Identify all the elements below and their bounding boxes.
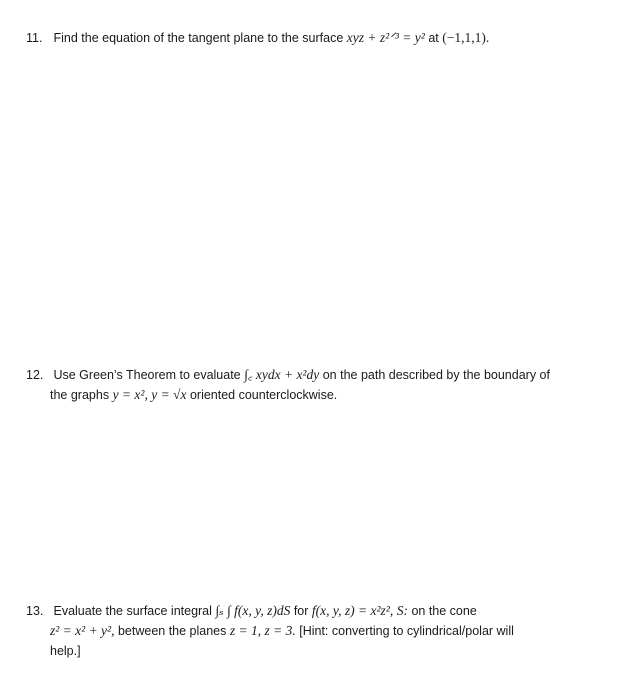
planes: z = 1, z = 3. — [229, 623, 296, 638]
problem-text: between the planes — [117, 624, 227, 638]
problem-number: 13. — [26, 604, 44, 618]
problem-12 — [26, 365, 616, 405]
problem-text: the graphs — [50, 388, 110, 402]
line-integral: ∫꜀ xydx + x²dy — [244, 367, 320, 382]
problem-12-line-1 — [26, 365, 616, 385]
function: f(x, y, z) = x²z², — [311, 603, 394, 618]
surface-integral: ∫ₛ ∫ f(x, y, z)dS — [215, 603, 291, 618]
problem-13 — [26, 601, 616, 661]
problem-12-line-2 — [26, 385, 616, 405]
problem-13-line-1 — [26, 601, 616, 621]
problem-text: at — [428, 31, 439, 45]
problem-text: Find the equation of the tangent plane to the surface — [53, 31, 344, 45]
problem-text: Use Green’s Theorem to evaluate — [53, 368, 241, 382]
problem-text: for — [293, 604, 309, 618]
problem-number: 12. — [26, 368, 44, 382]
surface-equation: xyz + z²ᐟ³ = y² — [346, 30, 425, 45]
problem-text: oriented counterclockwise. — [189, 388, 338, 402]
point: (−1,1,1). — [442, 30, 490, 45]
curves: y = x², y = √x — [112, 387, 187, 402]
cone-equation: z² = x² + y², — [50, 623, 115, 638]
problem-11-line-1 — [26, 28, 616, 48]
problem-11 — [26, 28, 616, 48]
problem-13-line-3 — [26, 641, 616, 661]
problem-text: Evaluate the surface integral — [53, 604, 212, 618]
problem-number: 11. — [26, 31, 43, 45]
problem-text: on the cone — [411, 604, 477, 618]
problem-13-line-2 — [26, 621, 616, 641]
problem-text: on the path described by the boundary of — [322, 368, 550, 382]
hint-text: [Hint: converting to cylindrical/polar will — [299, 624, 514, 638]
hint-text: help.] — [50, 644, 81, 658]
surface-label: S: — [396, 603, 408, 618]
